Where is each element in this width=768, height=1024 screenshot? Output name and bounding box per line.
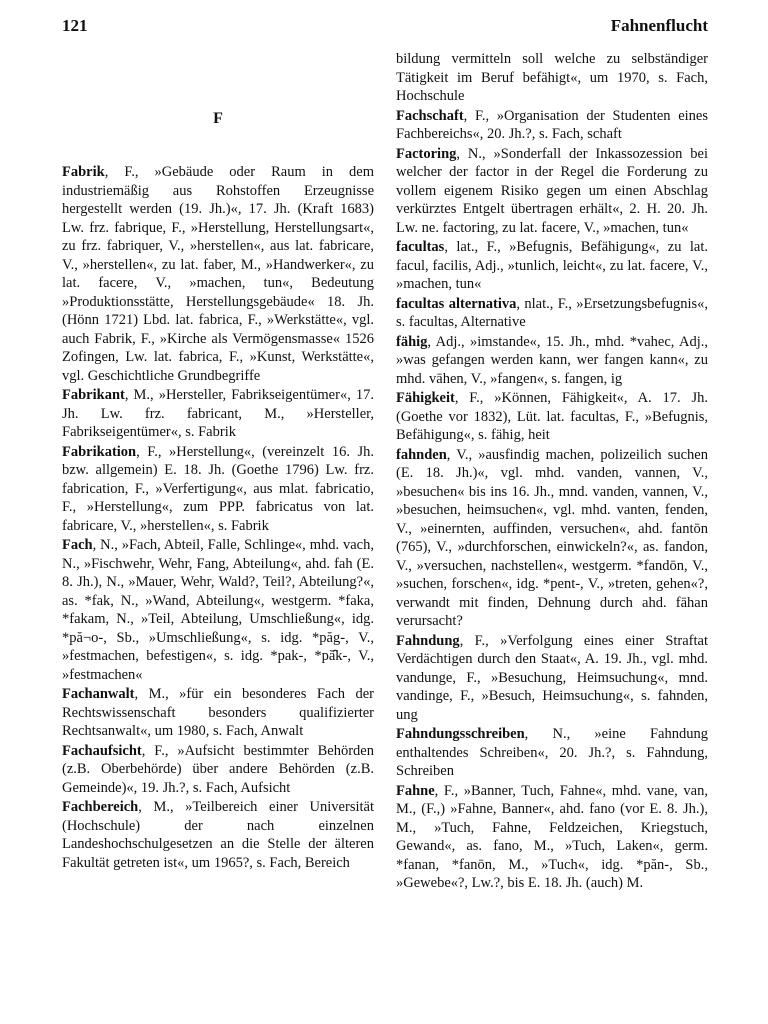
entry-headword: Fabrik xyxy=(62,164,105,180)
entry-text: , N., »Fach, Abteil, Falle, Schlinge«, mhd. vach, N., »Fischwehr, Wehr, Fang, Abteilung«, ahd. fah (E. 8. Jh.), N., »Mauer, Wehr, Wald?, Teil?, Abteilung?«, as. *fak, N., »Wand, Abteilung«, westgerm. *faka, *fakam, N., »Teil, Abteilung, Umschließung«, idg. *pă¬o-, Sb., »Umschließung«, s. idg. *păg-, V., »festmachen, befestigen«, s. idg. *pak-, *pă̂k-, V., »festmachen« xyxy=(62,537,374,683)
entry-headword: facultas alternativa xyxy=(396,295,517,312)
dictionary-entry-continuation xyxy=(396,50,708,106)
entry-text: , lat., F., »Befugnis, Befähigung«, zu lat. facul, facilis, Adj., »tunlich, leicht«, zu lat. facere, V., »machen, tun« xyxy=(396,239,708,292)
entry-text: , nlat., F., »Ersetzungsbefugnis«, s. facultas, Alternative xyxy=(396,295,708,330)
dictionary-entry xyxy=(62,386,374,442)
entry-headword: Fahne xyxy=(396,782,435,799)
dictionary-entry xyxy=(62,536,374,684)
entry-headword: Fachbereich xyxy=(62,799,139,815)
entry-headword: Fachaufsicht xyxy=(62,742,142,759)
entry-headword: fahnden xyxy=(396,446,447,463)
page-number: 121 xyxy=(62,16,88,35)
dictionary-entry xyxy=(396,446,708,631)
section-letter: F xyxy=(213,110,223,127)
entry-text: , F., »Banner, Tuch, Fahne«, mhd. vane, van, M., (F.,) »Fahne, Banner«, ahd. fano (vor E. 8. Jh.), M., »Tuch, Fahne, Feldzeichen, Kriegstuch, Gewand«, as. fano, M., »Tuch, Laken«, germ. *fanan, *fanōn, M., »Tuch«, idg. *păn-, Sb., »Gewebe«?, Lw.?, bis E. 18. Jh. (auch) M. xyxy=(396,782,708,891)
entry-text: , M., »für ein besonderes Fach der Rechtswissenschaft besonders qualifizierter Rechtsanwalt«, um 1980, s. Fach, Anwalt xyxy=(62,686,374,739)
entry-headword: Fabrikant xyxy=(62,387,125,403)
entry-text: , Adj., »imstande«, 15. Jh., mhd. *vahec, Adj., »was gefangen werden kann, wer fangen kann«, zu mhd. vāhen, V., »fangen«, s. fangen, ig xyxy=(396,333,708,387)
dictionary-entry xyxy=(396,145,708,238)
entry-headword: Fach xyxy=(62,537,93,553)
dictionary-entry xyxy=(62,163,374,385)
dictionary-entry xyxy=(396,295,708,332)
right-column xyxy=(396,50,708,894)
entry-headword: Fachschaft xyxy=(396,107,464,124)
entry-headword: Fahndungsschreiben xyxy=(396,726,525,742)
dictionary-entry xyxy=(62,685,374,741)
page-header xyxy=(62,14,708,40)
dictionary-entry xyxy=(396,725,708,781)
dictionary-entry xyxy=(396,782,708,893)
dictionary-entry xyxy=(62,742,374,798)
entry-headword: Fachanwalt xyxy=(62,686,135,702)
dictionary-entry xyxy=(396,238,708,294)
entry-text: , N., »Sonderfall der Inkassozession bei welcher der factor in der Regel die Forderung zu vollem eigenem Risiko gegen um einen Abschlag verkürztes Entgelt übertragen erhält«, 2. H. 20. Jh. Lw. ne. factoring, zu lat. facere, V., »machen, tun« xyxy=(396,145,708,236)
entry-text: , M., »Teilbereich einer Universität (Hochschule) der nach einzelnen Landeshochschulgesetzen an die Stelle der älteren Fakultät getreten ist«, um 1965?, s. Fach, Bereich xyxy=(62,799,374,871)
dictionary-entry xyxy=(396,389,708,445)
entry-headword: Fahndung xyxy=(396,632,460,649)
dictionary-entry xyxy=(396,632,708,725)
entry-headword: Fähigkeit xyxy=(396,390,455,406)
dictionary-entry xyxy=(62,798,374,872)
entry-text: bildung vermitteln soll welche zu selbständiger Tätigkeit im Beruf befähigt«, um 1970, s. Fach, Hochschule xyxy=(396,51,708,104)
entry-text: , V., »ausfindig machen, polizeilich suchen (E. 18. Jh.)«, vgl. mhd. vanden, vannen, V., »besuchen« bis ins 16. Jh., mnd. vanden, vannen, V., »besuchen, heimsuchen«, vgl. mhd. vanten, fenden, V., »einernten, auffinden, versuchen«, ahd. fantōn (765), V., »durchforschen, einwickeln?«, as. fandon, V., »versuchen, nachstellen«, westgerm. *fandōn, V., »suchen, forschen«, idg. *pent-, V., »treten, gehen«?, verwandt mit finden, Dehnung durch ahd. fāhan verursacht? xyxy=(396,446,708,629)
running-head: Fahnenflucht xyxy=(610,16,708,35)
dictionary-entry xyxy=(396,107,708,144)
entry-headword: Fabrikation xyxy=(62,443,137,460)
entry-text: , M., »Hersteller, Fabrikseigentümer«, 17. Jh. Lw. frz. fabricant, M., »Hersteller, Fabrikseigentümer«, s. Fabrik xyxy=(62,387,374,440)
entry-text: , N., »eine Fahndung enthaltendes Schreiben«, 20. Jh.?, s. Fahndung, Schreiben xyxy=(396,726,708,779)
left-column xyxy=(62,163,374,873)
entry-text: , F., »Aufsicht bestimmter Behörden (z.B. Oberbehörde) über andere Behörden (z.B. Gemeinde)«, 19. Jh.?, s. Fach, Aufsicht xyxy=(62,742,374,796)
entry-text: , F., »Verfolgung eines einer Straftat Verdächtigen durch den Staat«, A. 19. Jh., vgl. mhd. vandunge, F., »Besuchung, Heimsuchung«, mnd. vandinge, F., »Besuch, Heimsuchung«, s. fahnden, ung xyxy=(396,632,708,723)
entry-headword: facultas xyxy=(396,239,445,255)
entry-text: , F., »Können, Fähigkeit«, A. 17. Jh. (Goethe vor 1832), Lüt. lat. facultas, F., »Befugnis, Befähigung«, s. fähig, heit xyxy=(396,390,708,443)
dictionary-entry xyxy=(396,333,708,389)
entry-text: , F., »Organisation der Studenten eines Fachbereichs«, 20. Jh.?, s. Fach, schaft xyxy=(396,107,708,142)
entry-headword: Factoring xyxy=(396,145,457,162)
entry-text: , F., »Herstellung«, (vereinzelt 16. Jh. bzw. allgemein) E. 18. Jh. (Goethe 1796) Lw. frz. fabrication, F., »Verfertigung«, aus mlat. fabricatio, F., »Herstellung«, zum PPP. fabricatus von lat. fabricare, V., »herstellen«, s. Fabrik xyxy=(62,443,374,534)
entry-headword: fähig xyxy=(396,333,428,350)
dictionary-entry xyxy=(62,443,374,536)
entry-text: , F., »Gebäude oder Raum in dem industriemäßig aus Rohstoffen Erzeugnisse hergestellt werden (19. Jh.)«, 17. Jh. (Kraft 1683) Lw. frz. fabrique, F., »Herstellung, Herstellungsart«, zu frz. fabriquer, V., »herstellen«, aus lat. fabricare, V., »herstellen«, zu lat. faber, M., »Handwerker«, zu lat. facere, V., »machen, tun«, Bedeutung »Produktionsstätte, Herstellungsgebäude« 18. Jh. (Hönn 1721) Lbd. lat. fabrica, F., »Werkstätte«, vgl. auch Fabrik, F., »Kirche als Vermögensmasse« 1526 Zofingen, Lw. lat. fabrica, F., »Kunst, Werkstätte«, vgl. Geschichtliche Grundbegriffe xyxy=(62,164,374,384)
